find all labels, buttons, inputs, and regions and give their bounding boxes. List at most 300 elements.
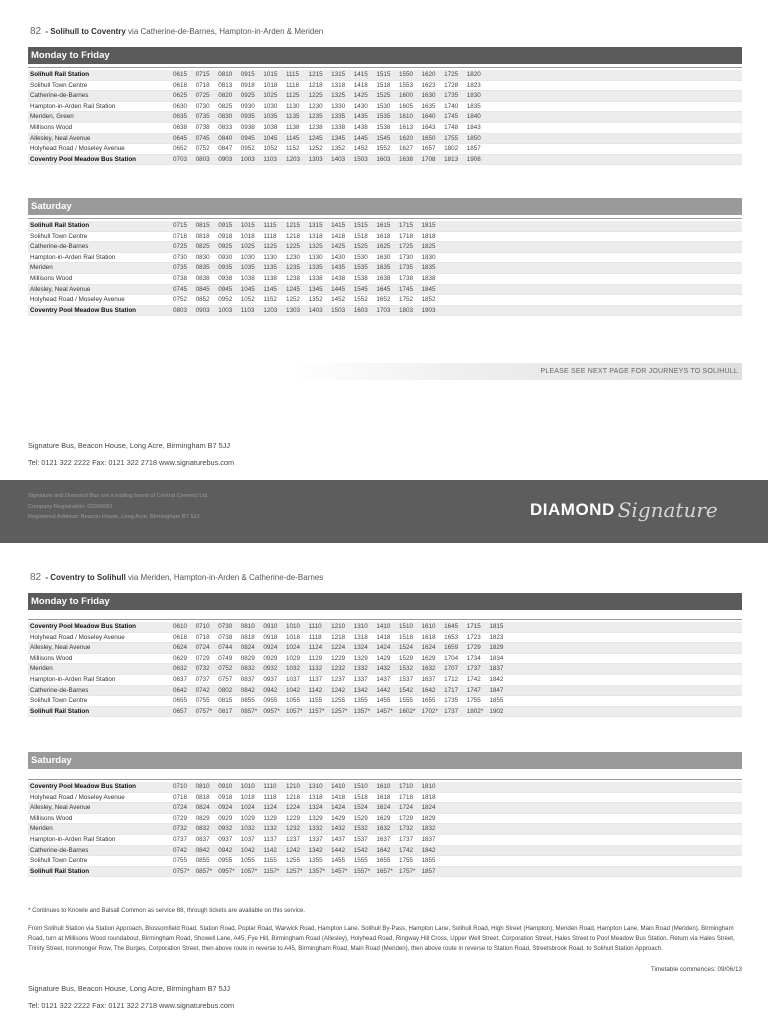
departure-time: 1818: [421, 232, 436, 240]
departure-time: 1003: [218, 306, 233, 314]
departure-time: 1624: [376, 804, 391, 812]
timetable-row: [28, 263, 742, 274]
departure-time: 1329: [308, 814, 323, 822]
timetable-row: [28, 835, 742, 846]
departure-time: 1015: [240, 222, 255, 229]
departure-time: 1137: [263, 835, 277, 843]
departure-time: 1518: [353, 232, 368, 240]
departure-time: 1042: [240, 846, 255, 854]
departure-time: 1452: [331, 296, 346, 304]
departure-time: 1025: [263, 92, 278, 100]
departure-time: 0945: [240, 134, 255, 142]
departure-time: 1157*: [308, 707, 325, 715]
departure-time: 0829: [240, 654, 255, 662]
departure-time: 1525: [376, 92, 391, 100]
departure-time: 1545: [376, 134, 391, 142]
departure-time: 0718: [195, 81, 210, 89]
departure-time: 1337: [308, 835, 323, 843]
departure-time: 0935: [218, 264, 233, 272]
departure-time: 1535: [353, 264, 368, 272]
departure-times: [173, 782, 444, 793]
departure-time: 1457*: [376, 707, 393, 715]
departure-time: 1710: [398, 783, 413, 790]
departure-time: 1424: [331, 804, 346, 812]
timetable-inbound-weekday: [28, 622, 742, 717]
departure-time: 1437: [376, 675, 391, 683]
departure-time: 0918: [240, 81, 255, 89]
departure-times: [173, 793, 444, 804]
departure-time: 1742: [398, 846, 413, 854]
departure-time: 1018: [285, 633, 300, 641]
departure-time: 0837: [240, 675, 255, 683]
departure-time: 1725: [444, 71, 459, 78]
departure-time: 1225: [308, 92, 323, 100]
departure-time: 0629: [173, 654, 188, 662]
departure-time: 1052: [240, 296, 255, 304]
departure-time: 1830: [466, 92, 481, 100]
departure-time: 0833: [218, 123, 233, 131]
departure-time: 1625: [376, 243, 391, 251]
departure-time: 1124: [263, 804, 277, 812]
departure-time: 1850: [466, 134, 481, 142]
departure-time: 0825: [218, 102, 233, 110]
departure-time: 0952: [218, 296, 233, 304]
departure-time: 1635: [421, 102, 436, 110]
departure-time: 1232: [285, 825, 300, 833]
departure-time: 1224: [285, 804, 300, 812]
departure-time: 0952: [240, 145, 255, 153]
departure-time: 1600: [398, 92, 413, 100]
departure-time: 1424: [376, 644, 391, 652]
stop-name: Hampton-in-Arden Rail Station: [30, 253, 116, 261]
route-number: 82: [30, 572, 42, 583]
departure-time: 1303: [308, 155, 323, 163]
stop-name: Holyhead Road / Moseley Avenue: [30, 145, 125, 153]
stop-name: Solihull Rail Station: [30, 71, 90, 78]
route-description: From Solihull Station via Station Approach, Blossomfield Road, Station Road, Poplar Road, Warwick Road, Hampton Lane, Solihull By-Pass, Hampton Lane, Solihull Road, High Street (Hampton), Meriden Road, Hampton Lane, Main Road (Meriden), Birmingham Road, turn at Millisons Wood roundabout, Birmingham Road, Showell Lane, A45, Fye Hill, Birmingham Road (Allesley), Holyhead Road, Ringway Hill Cross, Upper Well Street, Corporation Street, Hales Street to Pool Meadow Bus Station. Return via Hales Street, Trinity Street, Ironmonger Row, The Burges, Corporation Street, then above route in reverse to A45, Birmingham Road, Main Road (Meriden), then above route in reverse to Station Road, Streetsbrook Road, to Solihull Station Approach.: [28, 925, 735, 952]
departure-time: 0855: [195, 857, 210, 865]
departure-time: 1342: [308, 846, 323, 854]
departure-time: 1729: [398, 814, 413, 822]
departure-time: 1110: [308, 623, 322, 630]
departure-time: 1138: [263, 274, 277, 282]
route-title-inbound: [30, 572, 323, 583]
next-page-note: PLEASE SEE NEXT PAGE FOR JOURNEYS TO SOLIHULL: [290, 363, 742, 380]
departure-time: 1038: [240, 274, 255, 282]
departure-time: 1237: [285, 835, 300, 843]
departure-time: 1037: [285, 675, 300, 683]
departure-time: 1335: [308, 264, 323, 272]
departure-times: [173, 70, 489, 81]
departure-time: 1605: [398, 102, 413, 110]
departure-time: 0718: [173, 793, 188, 801]
timetable-row: [28, 81, 742, 92]
departure-time: 1555: [353, 857, 368, 865]
departure-times: [173, 232, 444, 243]
departure-time: 1718: [398, 793, 413, 801]
departure-times: [173, 134, 489, 145]
departure-time: 1645: [376, 285, 391, 293]
footer-band: [0, 480, 768, 543]
departure-time: 0942: [218, 846, 233, 854]
departure-time: 1838: [421, 274, 436, 282]
departure-time: 1435: [331, 264, 346, 272]
departure-time: 1438: [331, 274, 346, 282]
timetable-row: [28, 102, 742, 113]
departure-time: 1142: [263, 846, 277, 854]
departure-time: 1052: [263, 145, 278, 153]
departure-time: 0730: [195, 102, 210, 110]
departure-time: 1437: [331, 835, 346, 843]
departure-times: [173, 856, 444, 867]
departure-times: [173, 274, 444, 285]
logo-diamond-text: DIAMOND: [530, 500, 615, 519]
departure-time: 1602*: [398, 707, 416, 715]
stop-name: Hampton-in-Arden Rail Station: [30, 835, 116, 843]
stop-name: Holyhead Road / Moseley Avenue: [30, 793, 125, 801]
timetable-row: [28, 814, 742, 825]
timetable-row: [28, 91, 742, 102]
departure-time: 1257*: [285, 867, 303, 875]
departure-time: 1610: [398, 113, 413, 121]
departure-time: 0837: [195, 835, 210, 843]
departure-time: 1057*: [240, 867, 258, 875]
departure-time: 1025: [240, 243, 255, 251]
departure-time: 0737: [173, 835, 188, 843]
departure-time: 1218: [285, 232, 300, 240]
departure-time: 1855: [489, 697, 504, 705]
departure-time: 1702*: [421, 707, 438, 715]
departure-time: 1655: [376, 857, 391, 865]
departure-time: 1557*: [353, 867, 371, 875]
departure-time: 1152: [285, 145, 300, 153]
departure-time: 1138: [285, 123, 300, 131]
departure-time: 0835: [195, 264, 210, 272]
departure-time: 0818: [195, 232, 210, 240]
departure-time: 1618: [376, 232, 391, 240]
departure-times: [173, 835, 444, 846]
stop-name: Allesley, Neal Avenue: [30, 644, 91, 652]
departure-time: 0818: [195, 793, 210, 801]
departure-time: 1532: [398, 665, 413, 673]
departure-time: 0932: [218, 825, 233, 833]
departure-time: 1515: [353, 222, 368, 229]
departure-time: 1218: [285, 793, 300, 801]
departure-time: 1618: [376, 793, 391, 801]
departure-time: 0757: [218, 675, 233, 683]
departure-time: 0955: [218, 857, 233, 865]
departure-time: 1055: [285, 697, 300, 705]
departure-times: [173, 633, 512, 644]
departure-time: 1415: [331, 222, 346, 229]
departure-time: 0824: [195, 804, 210, 812]
stop-name: Catherine-de-Barnes: [30, 92, 89, 100]
departure-time: 0955: [263, 697, 278, 705]
stop-name: Coventry Pool Meadow Bus Station: [30, 783, 137, 790]
departure-time: 1137: [308, 675, 323, 683]
departure-times: [173, 221, 444, 232]
timetable-row: [28, 824, 742, 835]
departure-times: [173, 867, 444, 878]
departure-time: 1235: [308, 113, 323, 121]
departure-time: 1430: [331, 253, 346, 261]
departure-time: 1124: [308, 644, 323, 652]
stop-name: Holyhead Road / Moseley Avenue: [30, 296, 125, 304]
departure-time: 1802: [444, 145, 459, 153]
departure-time: 1715: [398, 222, 413, 229]
departure-time: 1630: [421, 92, 436, 100]
departure-time: 0937: [263, 675, 278, 683]
footnote: * Continues to Knowle and Balsall Common as service 88, through tickets are available on this service.: [28, 907, 306, 914]
departure-time: 0615: [173, 71, 188, 78]
address: Signature Bus, Beacon House, Long Acre, Birmingham B7 5JJ: [28, 441, 230, 450]
departure-time: 1615: [376, 222, 391, 229]
departure-times: [173, 643, 512, 654]
timetable-row: [28, 696, 742, 707]
departure-time: 0729: [195, 654, 210, 662]
departure-time: 0803: [195, 155, 210, 163]
departure-time: 1745: [398, 285, 413, 293]
departure-time: 0632: [173, 665, 188, 673]
departure-time: 1748: [444, 123, 459, 131]
departure-time: 1118: [285, 81, 300, 89]
contact-info: Tel: 0121 322 2222 Fax: 0121 322 2718 www.signaturebus.com: [28, 1001, 235, 1010]
departure-time: 1035: [263, 113, 278, 121]
departure-time: 1142: [308, 686, 323, 694]
departure-time: 0842: [195, 846, 210, 854]
departure-times: [173, 664, 512, 675]
departure-time: 1310: [353, 623, 368, 630]
departure-time: 0755: [173, 857, 188, 865]
stop-name: Meriden: [30, 825, 53, 833]
departure-time: 0824: [240, 644, 255, 652]
departure-time: 1847: [489, 686, 504, 694]
departure-time: 1229: [285, 814, 300, 822]
departure-time: 0657: [173, 707, 188, 715]
stop-name: Allesley, Neal Avenue: [30, 134, 91, 142]
departure-time: 0918: [218, 793, 233, 801]
departure-time: 0855: [240, 697, 255, 705]
departure-time: 1704: [444, 654, 459, 662]
departure-time: 1230: [308, 102, 323, 110]
departure-time: 1632: [376, 825, 391, 833]
departure-time: 0810: [240, 623, 255, 630]
departure-time: 1747: [466, 686, 481, 694]
departure-time: 1024: [240, 804, 255, 812]
timetable-row: [28, 253, 742, 264]
departure-time: 1135: [285, 113, 300, 121]
departure-time: 1825: [421, 243, 436, 251]
departure-time: 1755: [466, 697, 481, 705]
departure-time: 1324: [308, 804, 323, 812]
departure-time: 0840: [218, 134, 233, 142]
departure-time: 1552: [376, 145, 391, 153]
departure-time: 1310: [308, 783, 323, 790]
stop-name: Coventry Pool Meadow Bus Station: [30, 306, 137, 314]
departure-time: 1357*: [353, 707, 371, 715]
departure-times: [173, 686, 512, 697]
weekday-heading: Monday to Friday: [28, 593, 742, 610]
departure-time: 1610: [376, 783, 391, 790]
departure-time: 1643: [421, 123, 436, 131]
departure-times: [173, 112, 489, 123]
departure-time: 1132: [263, 825, 277, 833]
departure-time: 1823: [489, 633, 504, 641]
stop-name: Solihull Rail Station: [30, 867, 90, 875]
departure-time: 1442: [376, 686, 391, 694]
departure-time: 1125: [285, 92, 300, 100]
departure-time: 1335: [331, 113, 346, 121]
departure-time: 1715: [466, 623, 481, 630]
departure-time: 0915: [218, 222, 233, 229]
departure-time: 0652: [173, 145, 188, 153]
departure-time: 0624: [173, 644, 188, 652]
departure-times: [173, 814, 444, 825]
departure-time: 1503: [353, 155, 368, 163]
departure-time: 1525: [353, 243, 368, 251]
departure-time: 1538: [353, 274, 368, 282]
departure-time: 0642: [173, 686, 188, 694]
departure-time: 1430: [353, 102, 368, 110]
departure-times: [173, 295, 444, 306]
departure-time: 1603: [376, 155, 391, 163]
departure-time: 1635: [376, 264, 391, 272]
departure-time: 0817: [218, 707, 233, 715]
departure-time: 1610: [421, 623, 436, 630]
stop-name: Solihull Town Centre: [30, 857, 88, 865]
departure-time: 1238: [308, 123, 323, 131]
timetable-row: [28, 306, 742, 317]
route-number: 82: [30, 26, 42, 37]
departure-time: 1045: [263, 134, 278, 142]
departure-time: 0924: [218, 804, 233, 812]
timetable-outbound-saturday: [28, 221, 742, 316]
departure-time: 1830: [421, 253, 436, 261]
timetable-row: [28, 856, 742, 867]
timetable-outbound-weekday: [28, 70, 742, 165]
departure-time: 0757*: [173, 867, 190, 875]
departure-time: 0915: [240, 71, 255, 78]
departure-times: [173, 675, 512, 686]
legal-line: Registered Address: Beacon House, Long Acre, Birmingham B7 5JJ: [28, 514, 200, 520]
departure-time: 1737: [398, 835, 413, 843]
departure-time: 1555: [398, 697, 413, 705]
timetable-row: [28, 686, 742, 697]
departure-time: 0857*: [240, 707, 258, 715]
departure-time: 0710: [173, 783, 188, 790]
departure-time: 1529: [398, 654, 413, 662]
departure-time: 1315: [308, 222, 323, 229]
stop-name: Holyhead Road / Moseley Avenue: [30, 633, 125, 641]
departure-time: 0832: [195, 825, 210, 833]
departure-times: [173, 123, 489, 134]
departure-time: 1057*: [285, 707, 303, 715]
departure-time: 1538: [376, 123, 391, 131]
departure-time: 0942: [263, 686, 278, 694]
timetable-row: [28, 155, 742, 166]
departure-time: 1752: [398, 296, 413, 304]
stop-name: Millisons Wood: [30, 814, 73, 822]
departure-time: 1037: [240, 835, 255, 843]
departure-time: 0930: [240, 102, 255, 110]
departure-time: 1432: [376, 665, 391, 673]
departure-time: 0637: [173, 675, 188, 683]
departure-time: 0830: [218, 113, 233, 121]
departure-times: [173, 253, 444, 264]
timetable-row: [28, 846, 742, 857]
timetable-row: [28, 274, 742, 285]
departure-time: 0757*: [195, 707, 213, 715]
departure-times: [173, 263, 444, 274]
departure-time: 1218: [308, 81, 323, 89]
departure-time: 0847: [218, 145, 233, 153]
stop-name: Catherine-de-Barnes: [30, 686, 89, 694]
departure-time: 0932: [263, 665, 278, 673]
brand-logo: [530, 498, 718, 522]
departure-time: 1345: [308, 285, 323, 293]
stop-name: Coventry Pool Meadow Bus Station: [30, 155, 137, 163]
departure-time: 1613: [398, 123, 413, 131]
departure-time: 1403: [331, 155, 346, 163]
departure-time: 1537: [398, 675, 413, 683]
departure-time: 0742: [195, 686, 210, 694]
departure-time: 0752: [218, 665, 233, 673]
departure-time: 1524: [398, 644, 413, 652]
departure-time: 1015: [263, 71, 278, 78]
departure-time: 1130: [263, 253, 277, 261]
departure-time: 1229: [331, 654, 346, 662]
timetable-commences: Timetable commences: 09/06/13: [650, 966, 742, 973]
stop-name: Solihull Town Centre: [30, 81, 88, 89]
departure-time: 1820: [466, 71, 481, 78]
departure-time: 1840: [466, 113, 481, 121]
departure-time: 0729: [173, 814, 188, 822]
departure-time: 1837: [489, 665, 504, 673]
departure-time: 0635: [173, 113, 188, 121]
departure-time: 0957*: [218, 867, 235, 875]
departure-time: 1735: [444, 92, 459, 100]
departure-time: 1110: [263, 783, 277, 790]
departure-time: 0732: [173, 825, 188, 833]
departure-time: 0738: [195, 123, 210, 131]
departure-time: 1318: [353, 633, 368, 641]
departure-time: 0655: [173, 697, 188, 705]
departure-times: [173, 622, 512, 633]
departure-time: 0703: [173, 155, 188, 163]
timetable-row: [28, 867, 742, 878]
departure-time: 0930: [218, 253, 233, 261]
timetable-row: [28, 123, 742, 134]
stop-name: Meriden, Green: [30, 113, 74, 121]
departure-time: 0845: [195, 285, 210, 293]
departure-times: [173, 155, 489, 166]
departure-time: 0803: [173, 306, 188, 314]
timetable-row: [28, 643, 742, 654]
departure-time: 1734: [466, 654, 481, 662]
departure-time: 1455: [376, 697, 391, 705]
saturday-heading: Saturday: [28, 752, 742, 769]
departure-time: 1529: [353, 814, 368, 822]
departure-time: 1230: [285, 253, 300, 261]
departure-time: 0638: [173, 123, 188, 131]
stop-name: Millisons Wood: [30, 123, 73, 131]
departure-time: 1618: [421, 633, 436, 641]
departure-time: 1152: [263, 296, 277, 304]
departure-time: 1352: [308, 296, 323, 304]
departure-time: 0815: [218, 697, 233, 705]
departure-time: 0745: [195, 134, 210, 142]
departure-times: [173, 242, 444, 253]
